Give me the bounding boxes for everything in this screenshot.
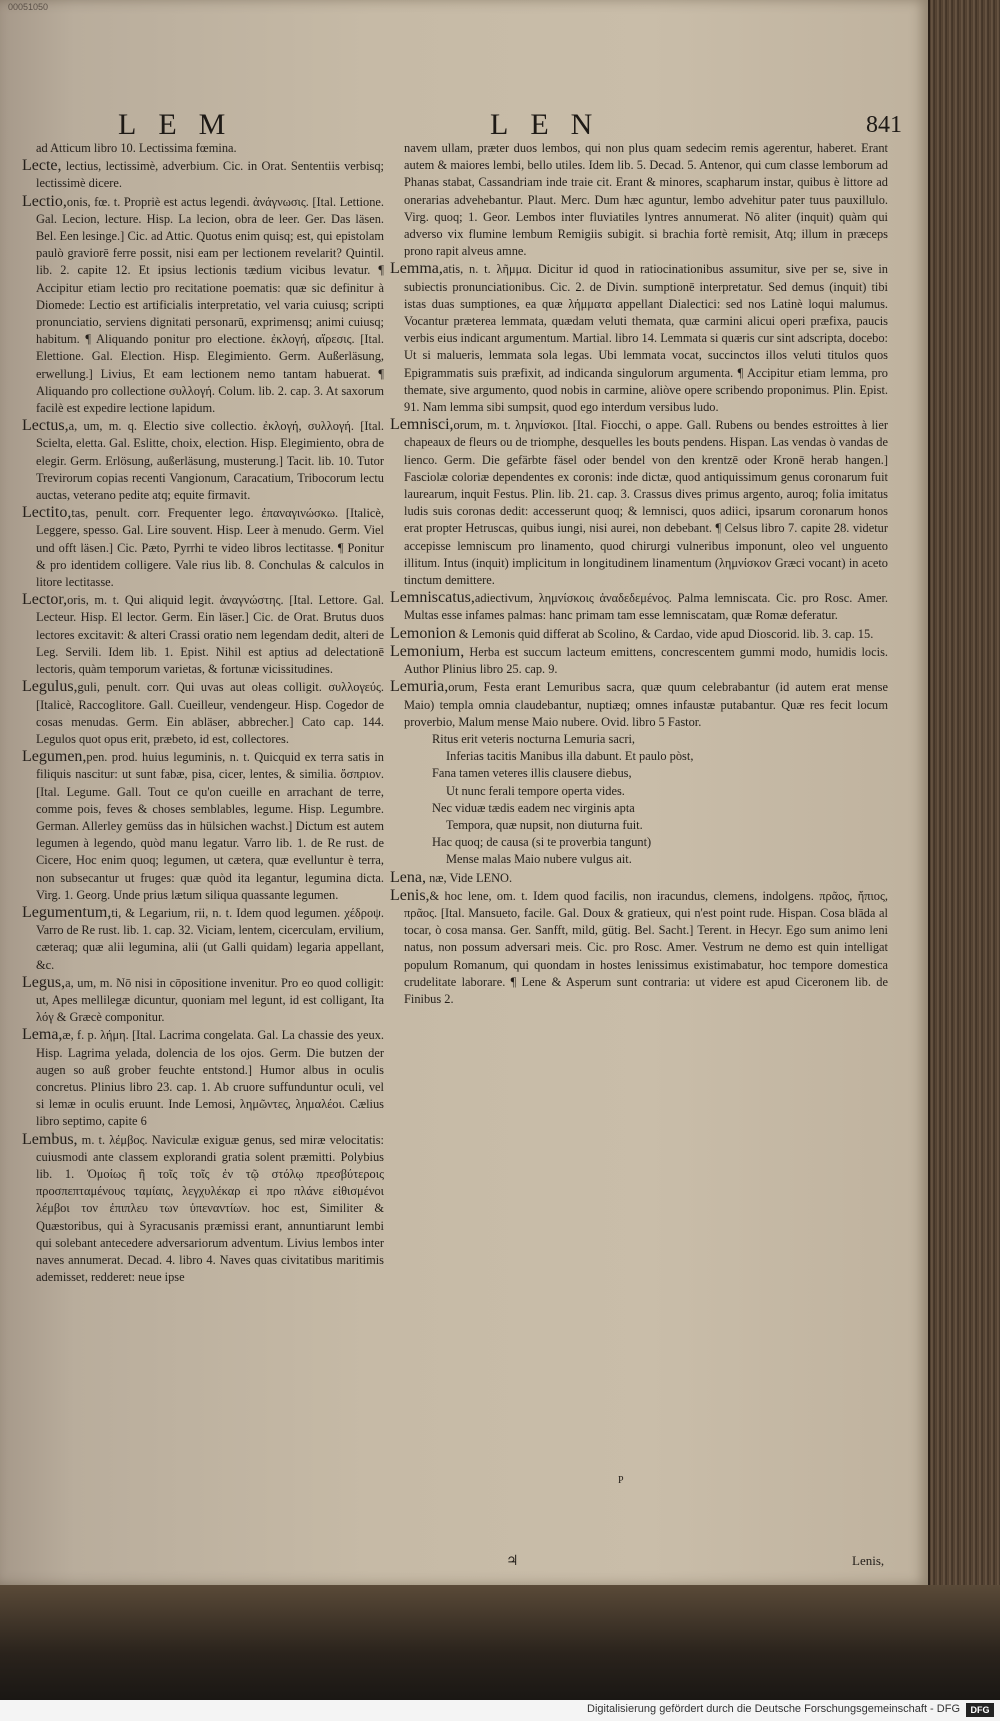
- entry-text: a, um, m. q. Electio sive collectio. ἐκλογή, συλλογή. [Ital. Scielta, eletta. Gal. Eslitte, choix, election. Hisp. Elegimiento, obra de elegir. Germ. Erlösung, außerläsung, musterung.] Tacit. lib. 10. Tutor Trevirorum copias recenti Vangionum, Caracatium, Tribocorum lectu auctas, veterano pedite atq; equite firmavit.: [36, 419, 384, 503]
- entry-text: næ, Vide LENO.: [425, 870, 513, 885]
- dictionary-entry: [390, 625, 888, 643]
- page-shadow-bottom: [0, 1585, 1000, 1700]
- verse-line: [390, 765, 888, 782]
- entry-headword: Lena,: [390, 868, 426, 886]
- entry-headword: Lectio,: [22, 192, 67, 210]
- entry-headword: Lectito,: [22, 504, 72, 522]
- entry-text: a, um, m. Nō nisi in cōpositione invenitur. Pro eo quod colligit: ut, Apes mellilegæ dicuntur, quoniam mel legunt, id est colligant, Ita λόγ & Græcè componitur.: [36, 975, 384, 1025]
- dictionary-entry: [22, 678, 384, 748]
- entry-headword: Lemnisci,: [390, 416, 454, 434]
- entry-text: Tempora, quæ nupsit, non diuturna fuit.: [446, 817, 643, 832]
- entry-text: navem ullam, præter duos lembos, qui non plus quam sedecim remis agerentur, haberet. Erant autem & maiores lembi, bello utiles. Idem lib. 5. Decad. 5. Antenor, qui cum classe lemborum ad Phanas stabat, Cassandriam inde traie cit. Erant & minores, scapharum instar, quibus è littore ad onerarias advehebantur. Plaut. Merc. Dum hæc aguntur, lembo advehitur pater tuus pauxillulo. Virg. quoq; 1. Geor. Lembos inter fluviatiles lyntres annumerat. Nō aliter (inquit) quàm qui adverso vix flumine lembum Remigiis subigit. si brachia fortè remisit, Atq; illum in præceps prono rapit alveus amne.: [404, 141, 888, 259]
- entry-headword: Legumentum,: [22, 903, 112, 921]
- catchword: Lenis,: [852, 1553, 885, 1568]
- dictionary-entry: [22, 193, 384, 418]
- entry-continuation: [390, 140, 888, 260]
- footer-text: Digitalisierung gefördert durch die Deutsche Forschungsgemeinschaft - DFG: [587, 1703, 960, 1715]
- entry-headword: Lectus,: [22, 417, 69, 435]
- entry-headword: Legus,: [22, 973, 66, 991]
- entry-text: Fana tamen veteres illis clausere diebus,: [432, 766, 632, 781]
- dfg-logo: DFG: [966, 1703, 994, 1717]
- entry-headword: Legumen,: [22, 748, 87, 766]
- verse-line: [390, 817, 888, 834]
- entry-headword: Lema,: [22, 1026, 63, 1044]
- entry-text: onis, fœ. t. Propriè est actus legendi. ἀνάγνωσις. [Ital. Lettione. Gal. Lecion, lecture. Hisp. La lecion, obra de leer. Ger. Das läsen. Bel. Een lesinge.] Cic. ad Attic. Quotus enim quisq; est, qui epistolam paulò graviorē ferre possit, nisi eam per lectionem revelarit? Quintil. lib. 2. capite 12. Et ipsius lectionis tædium vicibus levatur. ¶ Accipitur etiam lectio pro recitatione poematis: quæ sic definitur à Diomede: Lectio est artificialis interpretatio, vel varia cuiusq; scripti pronunciatio, serviens dignitati personarū, exprimensq; animi cuiusq; habitum. ¶ Aliquando ponitur pro electione. ἐκλογή, αἵρεσις. [Ital. Elettione. Gal. Election. Hisp. Elegimiento. Germ. Außerläsung, erwellung.] Livius, Et eam lectionem nemo tantam habuerat. ¶ Aliquando pro collectione συλλογή. Colum. lib. 2. cap. 3. At saxorum facilè est expedire lectione lapidum.: [36, 194, 384, 416]
- scan-id: 00051050: [8, 2, 49, 12]
- dictionary-entry: [22, 1131, 384, 1287]
- running-head-right: LEN: [490, 108, 615, 141]
- entry-headword: Lector,: [22, 591, 68, 609]
- verse-line: [390, 851, 888, 868]
- page-number: 841: [866, 112, 902, 138]
- entry-text: adiectivum, λημνίσκοις ἀναδεδεμένος. Palma lemniscata. Cic. pro Rosc. Amer. Multas esse infames palmas: hanc primam tam esse lemniscatam, quæ Romæ deferatur.: [404, 591, 888, 623]
- entry-text: Mense malas Maio nubere vulgus ait.: [446, 852, 632, 867]
- entry-text: guli, penult. corr. Qui uvas aut oleas colligit. συλλογεύς. [Italicè, Raccoglitore. Gall. Cueilleur, vendengeur. Hisp. Cogedor de cosas menudas. Germ. Ein abläser, abbrecher.] Cato cap. 144. Legulos quot opus erit, præbeto, id est, collectores.: [36, 680, 384, 746]
- entry-text: Herba est succum lacteum emittens, concrescentem gummi modo, humidis locis. Author Plinius libro 25. cap. 9.: [404, 644, 888, 677]
- entry-text: orum, Festa erant Lemuribus sacra, quæ quum celebrabantur (id autem erat mense Maio) templa omnia claudebantur, nuptiæq; omnes infaustæ putabantur. Quæ res fecit locum proverbio, Malum mense Maio nubere. Ovid. libro 5 Fastor.: [404, 680, 888, 729]
- entry-text: & hoc lene, om. t. Idem quod facilis, non iracundus, clemens, indolgens. πρᾶος, ἤπιος, πρᾶος. [Ital. Mansueto, facile. Gal. Doux & gratieux, qui n'est point rude. Hispan. Cosa blāda al tocar, ò cosa mansa. Ger. Sanfft, mild, gütig. Bel. Sacht.] Terent. in Hecyr. Ego sum animo leni natus, non possum adversari meis. Cic. pro Rosc. Amer. Vestrum ne demo est quin intelligat populum Romanum, qui quondam in hostes lenissimus existimabatur, hoc tempore domestica crudelitate laborare. ¶ Lene & Asperum sunt contraria: ut videre est apud Ciceronem lib. de Finibus 2.: [404, 888, 888, 1006]
- entry-headword: Lemonion: [390, 624, 456, 642]
- bottom-mark: ♃: [506, 1554, 519, 1569]
- dictionary-entry: [22, 1026, 384, 1130]
- verse-line: [390, 748, 888, 765]
- verse-line: [390, 783, 888, 800]
- entry-text: Hac quoq; de causa (si te proverbia tangunt): [432, 835, 652, 850]
- entry-text: æ, f. p. λήμη. [Ital. Lacrima congelata. Gal. La chassie des yeux. Hisp. Lagrima yelada, dolencia de los ojos. Germ. Die butzen der augen so auß grober feuchte entstond.] Humor albus in oculis concretus. Plinius libro 23. cap. 1. Ab cruore suffunduntur oculi, vel si lemæ in oculis eruunt. Inde Lemosi, λημῶντες, λημαλέοι. Cælius libro septimo, capite 6: [36, 1028, 384, 1129]
- dictionary-entry: [22, 591, 384, 678]
- verse-line: [390, 834, 888, 851]
- entry-text: & Lemonis quid differat ab Scolino, & Cardao, vide apud Dioscorid. lib. 3. cap. 15.: [455, 626, 874, 641]
- entry-text: atis, n. t. λῆμμα. Dicitur id quod in ratiocinationibus assumitur, sive per se, sive in subiectis pronunciationibus. Cic. 2. de Divin. sumptionē interpretatur. Sed demus (inquit) tibi istas duas sumptiones, ea quæ λήμματα appellant Dialectici: sed nos Latinè loqui malumus. Vocantur præterea lemmata, quædam veluti themata, quæ carmini alicui operi præfixa, paucis verbis eius indicant argumentum. Martial. libro 14. Lemmata si quæris cur sint adscripta, docebo: Ut si malueris, lemmata sola legas. Ubi lemmata vocat, succinctos illos veluti titulos quos Epigrammatis suis præfixit, ad indicanda singulorum argumenta. ¶ Accipitur etiam lemma, pro themate, sive argumento, quod nobis in carmine, aliòve opere scribendo proponimus. Plin. Epist. 91. Nam lemma sibi sumpsit, quod ego interdum versibus ludo.: [404, 262, 888, 415]
- entry-text: ti, & Legarium, rii, n. t. Idem quod legumen. χέδροψ. Varro de Re rust. lib. 1. cap. 32. Viciam, lentem, cicerculam, ervilium, cæteraq; quæ alii legumina, alii (ut Galli quidam) legaria appellant, &c.: [36, 905, 384, 972]
- dictionary-entry: [390, 869, 888, 887]
- verse-line: [390, 800, 888, 817]
- entry-text: oris, m. t. Qui aliquid legit. ἀναγνώστης. [Ital. Lettore. Gal. Lecteur. Hisp. El lector. Germ. Ein läser.] Cic. de Orat. Brutus duos lectores excitavit: & alteri Crassi oratio nem legendam dedit, alteri de Leg. Servili. Idem lib. 1. Epist. Nihil est aptius ad delectationē lectoris, quàm temporum varietas, & fortunæ vicissitudines.: [36, 593, 384, 677]
- dictionary-entry: [22, 748, 384, 904]
- entry-headword: Lemonium,: [390, 642, 465, 660]
- left-column: [22, 140, 384, 1286]
- entry-headword: Lembus,: [22, 1130, 78, 1148]
- dictionary-entry: [390, 643, 888, 678]
- dictionary-entry: [390, 589, 888, 624]
- right-column: [390, 140, 888, 1008]
- entry-headword: Lemniscatus,: [390, 589, 475, 607]
- entry-text: Ritus erit veteris nocturna Lemuria sacri,: [432, 731, 635, 746]
- entry-text: m. t. λέμβος. Naviculæ exiguæ genus, sed miræ velocitatis: cuiusmodi ante classem explorandi gratia solent præmitti. Polybius lib. 1. Ὁμοίως ἢ τοῖς τοῖς ἐν τῷ στόλῳ πρεσβύτεροις προσπεπταμένους ταμίαις, λεγχυλέκαρ εἰ προ πλάνε εἰθισμένοι λέμβοι τον ἐπιπλευ των ὑπεναντίων. hoc est, Similiter & Quæstoribus, qui à Syracusanis præmissi erant, annuntiarunt lembi qui solebant antecedere adversariorum adventum. Livius lembos inter naves annumerat. Decad. 4. libro 4. Naves quas civitatibus maritimis ademisset, redderet: neue ipse: [36, 1132, 384, 1285]
- verse-line: [390, 731, 888, 748]
- entry-headword: Legulus,: [22, 678, 78, 696]
- dictionary-entry: [22, 974, 384, 1027]
- entry-text: Inferias tacitis Manibus illa dabunt. Et paulo pòst,: [446, 749, 694, 764]
- entry-text: orum, m. t. λημνίσκοι. [Ital. Fiocchi, o appe. Gall. Rubens ou bendes estroittes à lier chapeaux de fleurs ou de triomphe, desquelles les bouts pendens. Hispan. Las vendas ò vandas de lienco. Germ. Die gefärbte fäsel oder bendel von den krentzē oder Kronē herab hangen.] Fasciolæ coloriæ dependentes ex coronis: inde dictæ, quod antiquissimum genus coronarum fuit laurearum, inquit Festus. Plin. lib. 21. cap. 3. Crassus dives primus argento, auroq; folia imitatus ludis suis coronas dedit: accesserunt quoq; & lemnisci, quos adiici, ipsarum coronarum honos erat propter Hetruscas, quibus iungi, nisi aurei, non debebant. ¶ Celsus libro 7. capite 28. videtur accepisse lemniscum pro linamento, quod chirurgi vulneribus imponunt, oleo vel unguento illitum. Intus (inquit) implicitum in longitudinem linamentum (λημνίσκον Græci vocant) in aceto tinctum demittere.: [404, 418, 888, 588]
- dictionary-entry: [22, 417, 384, 504]
- dictionary-entry: [390, 887, 888, 1008]
- entry-text: lectius, lectissimè, adverbium. Cic. in Orat. Sententiis verbisq; lectissimè dicere.: [36, 159, 384, 191]
- entry-text: tas, penult. corr. Frequenter lego. ἐπαναγινώσκω. [Italicè, Leggere, spesso. Gal. Lire souvent. Hisp. Leer à menudo. Germ. Viel und offt läsen.] Cic. Pæto, Pyrrhi te video libros lectitasse. ¶ Ponitur & pro identidem colligere. Vale rius lib. 8. Conchulas & calculos in litore lectitasse.: [36, 506, 384, 590]
- dictionary-entry: [390, 678, 888, 731]
- entry-text: ad Atticum libro 10. Lectissima fœmina.: [36, 141, 237, 155]
- dictionary-entry: [390, 260, 888, 416]
- entry-headword: Lecte,: [22, 157, 62, 175]
- dictionary-entry: [22, 904, 384, 974]
- footer-bar: [0, 1700, 1000, 1721]
- entry-headword: Lenis,: [390, 886, 430, 904]
- book-fore-edge: [928, 0, 1000, 1585]
- running-head-left: LEM: [118, 108, 248, 141]
- entry-headword: Lemuria,: [390, 678, 449, 696]
- entry-text: Ut nunc ferali tempore operta vides.: [446, 783, 625, 798]
- dictionary-entry: [390, 416, 888, 589]
- margin-mark: P: [618, 1475, 624, 1486]
- entry-text: pen. prod. huius leguminis, n. t. Quicquid ex terra satis in filiquis nascitur: ut sunt fabæ, pisa, cicer, lentes, & similia. ὄσπριον. [Ital. Legume. Gall. Tout ce qu'on cueille en arrachant de terre, comme pois, feves & choses semblables, legume. Hisp. Legumbre. German. Allerley gemüss das in hülsichen wachst.] Dictum est autem legumen à legendo, quòd manu legatur. Varro lib. 1. de Re rust. de Cicere, Hoc enim quoq; legumen, ut cætera, quæ evelluntur è terra, non subsecantur ut fruges: quæ quòd ita legantur, legumina dicta. Virg. 1. Georg. Unde prius lætum siliqua quassante legumen.: [36, 750, 384, 902]
- entry-continuation: [22, 140, 384, 157]
- dictionary-entry: [22, 504, 384, 591]
- dictionary-entry: [22, 157, 384, 192]
- entry-text: Nec viduæ tædis eadem nec virginis apta: [432, 800, 635, 815]
- entry-headword: Lemma,: [390, 260, 443, 278]
